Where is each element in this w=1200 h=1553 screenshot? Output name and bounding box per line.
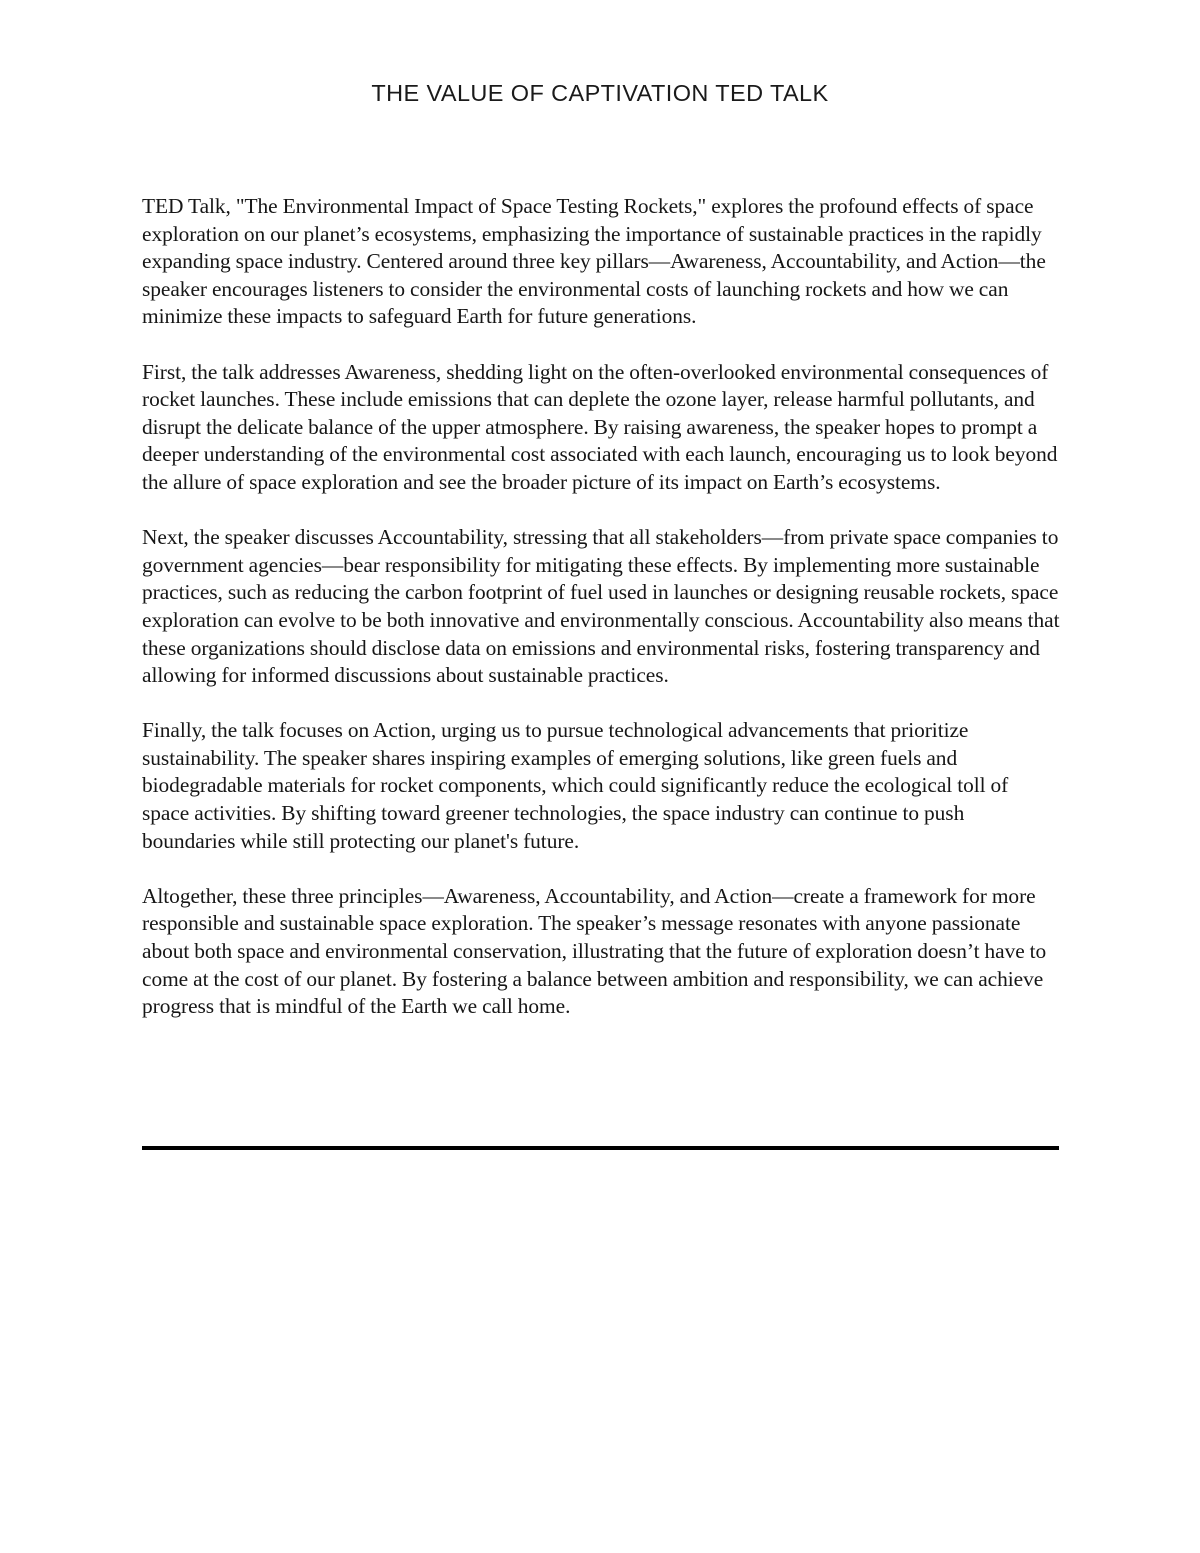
paragraph-awareness: First, the talk addresses Awareness, shedding light on the often-overlooked environmental consequences of rocket launches. These include emissions that can deplete the ozone layer, release harmful pollutants, and disrupt the delicate balance of the upper atmosphere. By raising awareness, the speaker hopes to prompt a deeper understanding of the environmental cost associated with each launch, encouraging us to look beyond the allure of space exploration and see the broader picture of its impact on Earth’s ecosystems. (142, 359, 1058, 494)
paragraph-conclusion: Altogether, these three principles—Awareness, Accountability, and Action—create a framework for more responsible and sustainable space exploration. The speaker’s message resonates with anyone passionate about both space and environmental conservation, illustrating that the future of exploration doesn’t have to come at the cost of our planet. By fostering a balance between ambition and responsibility, we can achieve progress that is mindful of the Earth we call home. (142, 883, 1047, 1019)
page-title: THE VALUE OF CAPTIVATION TED TALK (371, 79, 829, 106)
paragraph-action: Finally, the talk focuses on Action, urging us to pursue technological advancements that prioritize sustainability. The speaker shares inspiring examples of emerging solutions, like green fuels and biodegradable materials for rocket components, which could significantly reduce the ecological toll of space activities. By shifting toward greener technologies, the space industry can continue to push boundaries while still protecting our planet's future. (142, 718, 1009, 853)
paragraph-intro: TED Talk, "The Environmental Impact of Space Testing Rockets," explores the profound effects of space exploration on our planet’s ecosystems, emphasizing the importance of sustainable practices in the rapidly expanding space industry. Centered around three key pillars—Awareness, Accountability, and Action—the speaker encourages listeners to consider the environmental costs of launching rockets and how we can minimize these impacts to safeguard Earth for future generations. (142, 194, 1046, 329)
document-body (142, 193, 1060, 1021)
footer-divider (142, 1146, 1059, 1150)
paragraph-accountability: Next, the speaker discusses Accountability, stressing that all stakeholders—from private space companies to government agencies—bear responsibility for mitigating these effects. By implementing more sustainable practices, such as reducing the carbon footprint of fuel used in launches or designing reusable rockets, space exploration can evolve to be both innovative and environmentally conscious. Accountability also means that these organizations should disclose data on emissions and environmental risks, fostering transparency and allowing for informed discussions about sustainable practices. (142, 525, 1060, 688)
